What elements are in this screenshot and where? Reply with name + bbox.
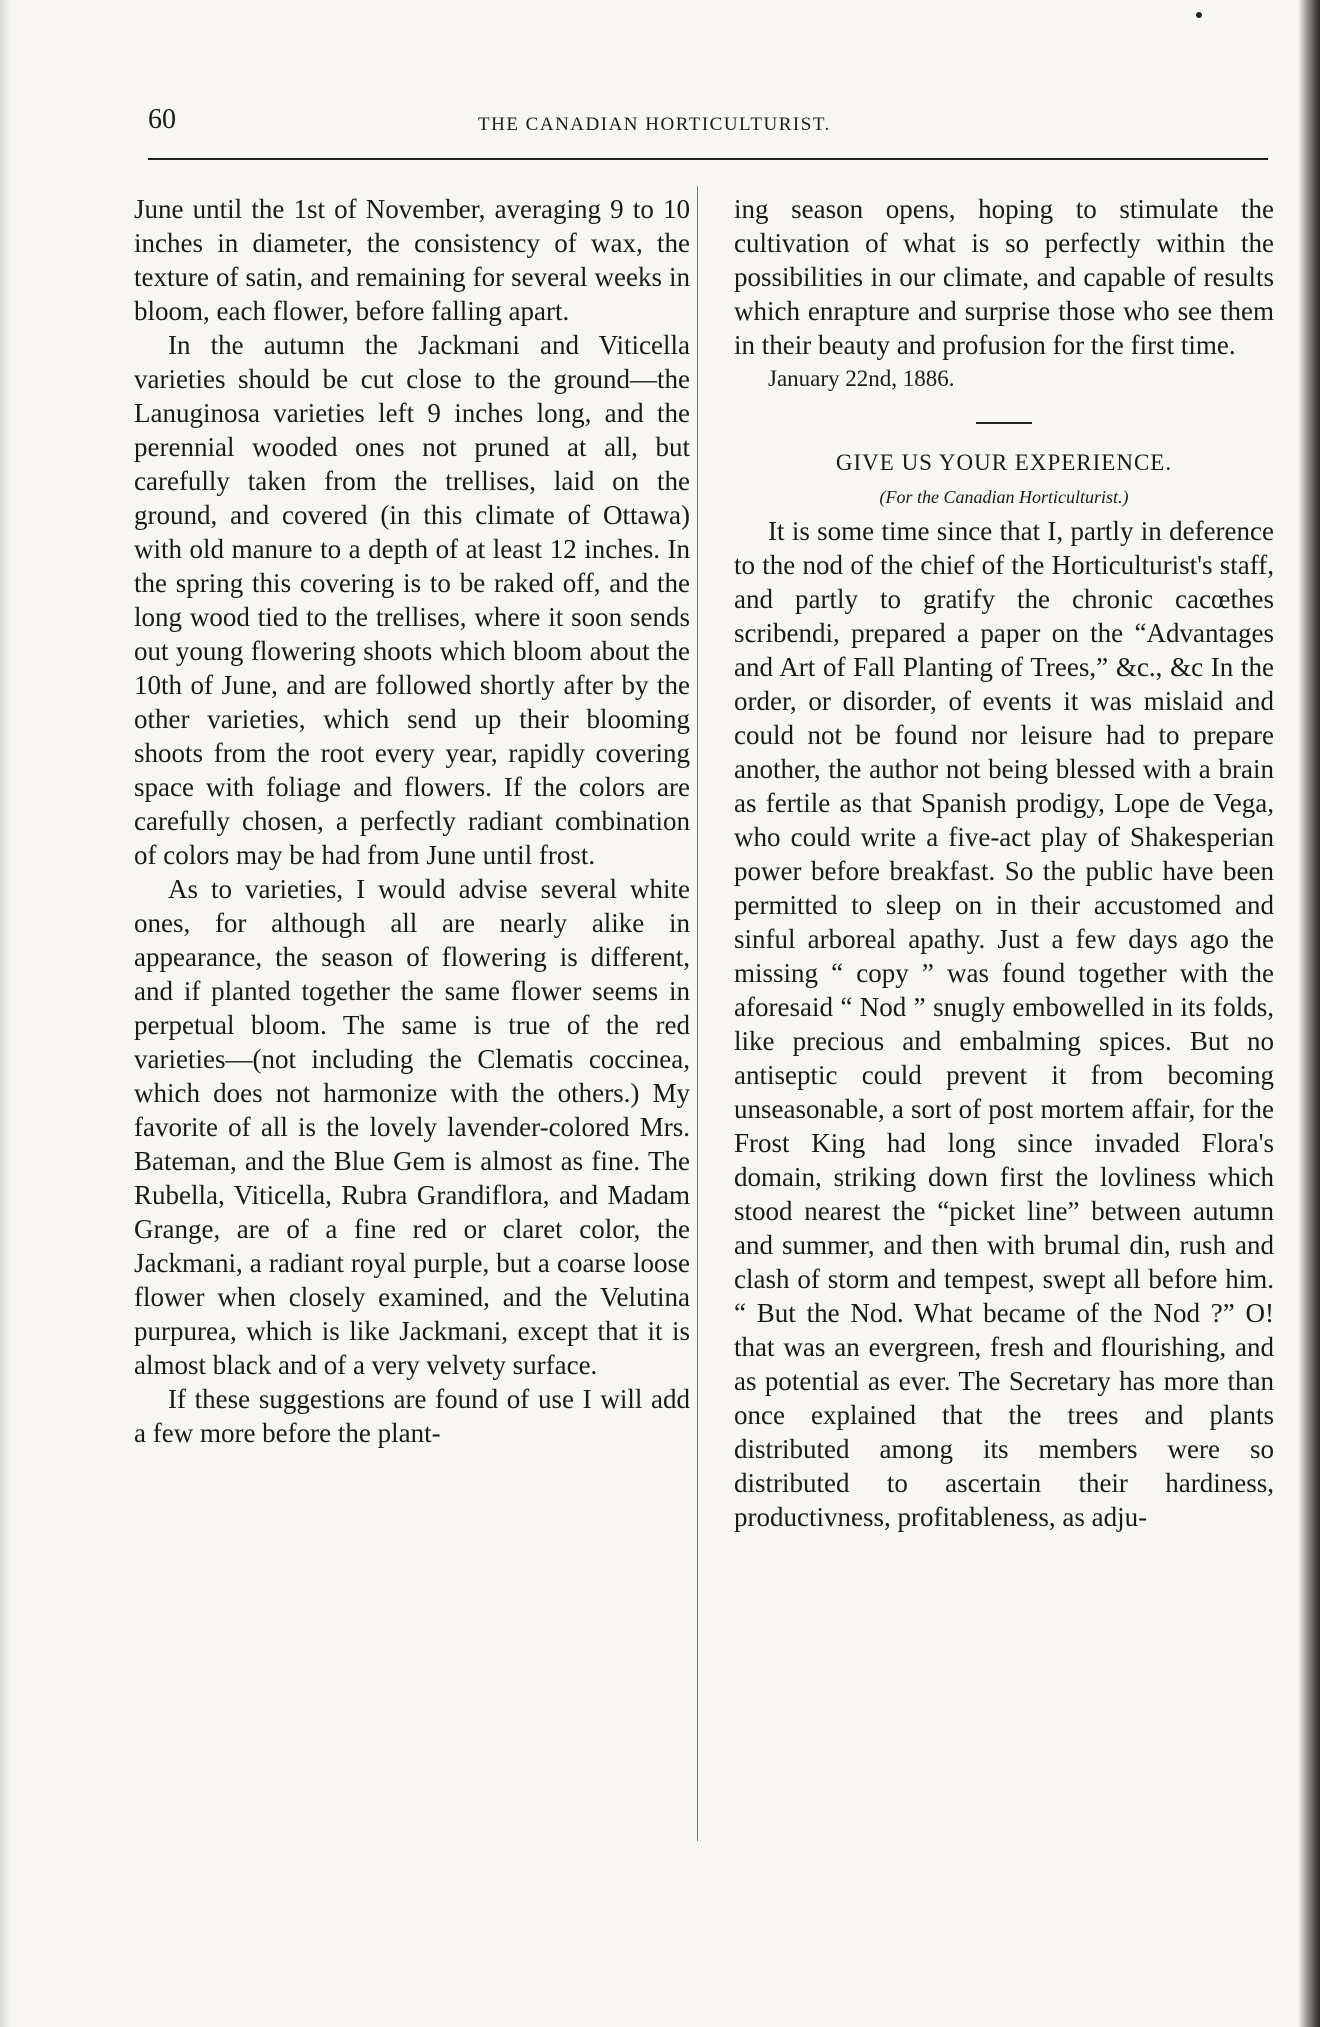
ink-speck (1196, 12, 1202, 18)
article-byline: (For the Canadian Horticulturist.) (879, 487, 1129, 507)
article-date: January 22nd, 1886. (768, 366, 955, 391)
column-divider (697, 186, 698, 1841)
page-edge-shadow-right (1298, 0, 1320, 2027)
section-separator (976, 422, 1032, 424)
right-column (734, 192, 1274, 1534)
article-body: It is some time since that I, partly in deference to the nod of the chief of the Horticulturist's staff, and partly to gratify the chronic cacœthes scribendi, prepared a paper on the “Advantages and Art of Fall Planting of Trees,” &c., &c In the order, or disorder, of events it was mislaid and could not be found nor leisure had to prepare another, the author not being blessed with a brain as fertile as that Spanish prodigy, Lope de Vega, who could write a five-act play of Shakesperian power before breakfast. So the public have been permitted to sleep on in their accustomed and sinful arboreal apathy. Just a few days ago the missing “ copy ” was found together with the aforesaid “ Nod ” snugly embowelled in its folds, like precious and embalming spices. But no antiseptic could prevent it from becoming unseasonable, a sort of post mortem affair, for the Frost King had long since invaded Flora's domain, striking down first the lovliness which stood nearest the “picket line” between autumn and summer, and then with brumal din, rush and clash of storm and tempest, swept all before him. “ But the Nod. What became of the Nod ?” O! that was an evergreen, fresh and flourishing, and as potential as ever. The Secretary has more than once explained that the trees and plants distributed among its members were so distributed to ascertain their hardiness, productivness, profitableness, as adju- (734, 516, 1274, 1532)
page-edge-shadow-left (0, 0, 10, 2027)
paragraph-continuation: ing season opens, hoping to stimulate the cultivation of what is so perfectly within the possibilities in our climate, and capable of results which enrapture and surprise those who see them in their beauty and profusion for the first time. (734, 194, 1274, 360)
article-title: GIVE US YOUR EXPERIENCE. (835, 450, 1173, 475)
paragraph: June until the 1st of November, averaging 9 to 10 inches in diameter, the consistency of wax, the texture of satin, and remaining for several weeks in bloom, each flower, before falling apart. (134, 194, 690, 326)
paragraph: As to varieties, I would advise several white ones, for although all are nearly alike in appearance, the season of flowering is different, and if planted together the same flower seems in perpetual bloom. The same is true of the red varieties—(not including the Clematis coccinea, which does not harmonize with the others.) My favorite of all is the lovely lavender-colored Mrs. Bateman, and the Blue Gem is almost as fine. The Rubella, Viticella, Rubra Grandiflora, and Madam Grange, are of a fine red or claret color, the Jackmani, a radiant royal purple, but a coarse loose flower when closely examined, and the Velutina purpurea, which is like Jackmani, except that it is almost black and of a very velvety surface. (134, 874, 690, 1380)
running-head: THE CANADIAN HORTICULTURIST. (478, 114, 831, 135)
header-rule (148, 158, 1268, 160)
paragraph: In the autumn the Jackmani and Viticella varieties should be cut close to the ground—the Lanuginosa varieties left 9 inches long, and the perennial wooded ones not pruned at all, but carefully taken from the trellises, laid on the ground, and covered (in this climate of Ottawa) with old manure to a depth of at least 12 inches. In the spring this covering is to be raked off, and the long wood tied to the trellises, where it soon sends out young flowering shoots which bloom about the 10th of June, and are followed shortly after by the other varieties, which send up their blooming shoots from the root every year, rapidly covering space with foliage and flowers. If the colors are carefully chosen, a perfectly radiant combination of colors may be had from June until frost. (134, 330, 690, 870)
left-column (134, 192, 690, 1450)
paragraph: If these suggestions are found of use I will add a few more before the plant- (134, 1384, 690, 1448)
page-number: 60 (148, 104, 176, 135)
